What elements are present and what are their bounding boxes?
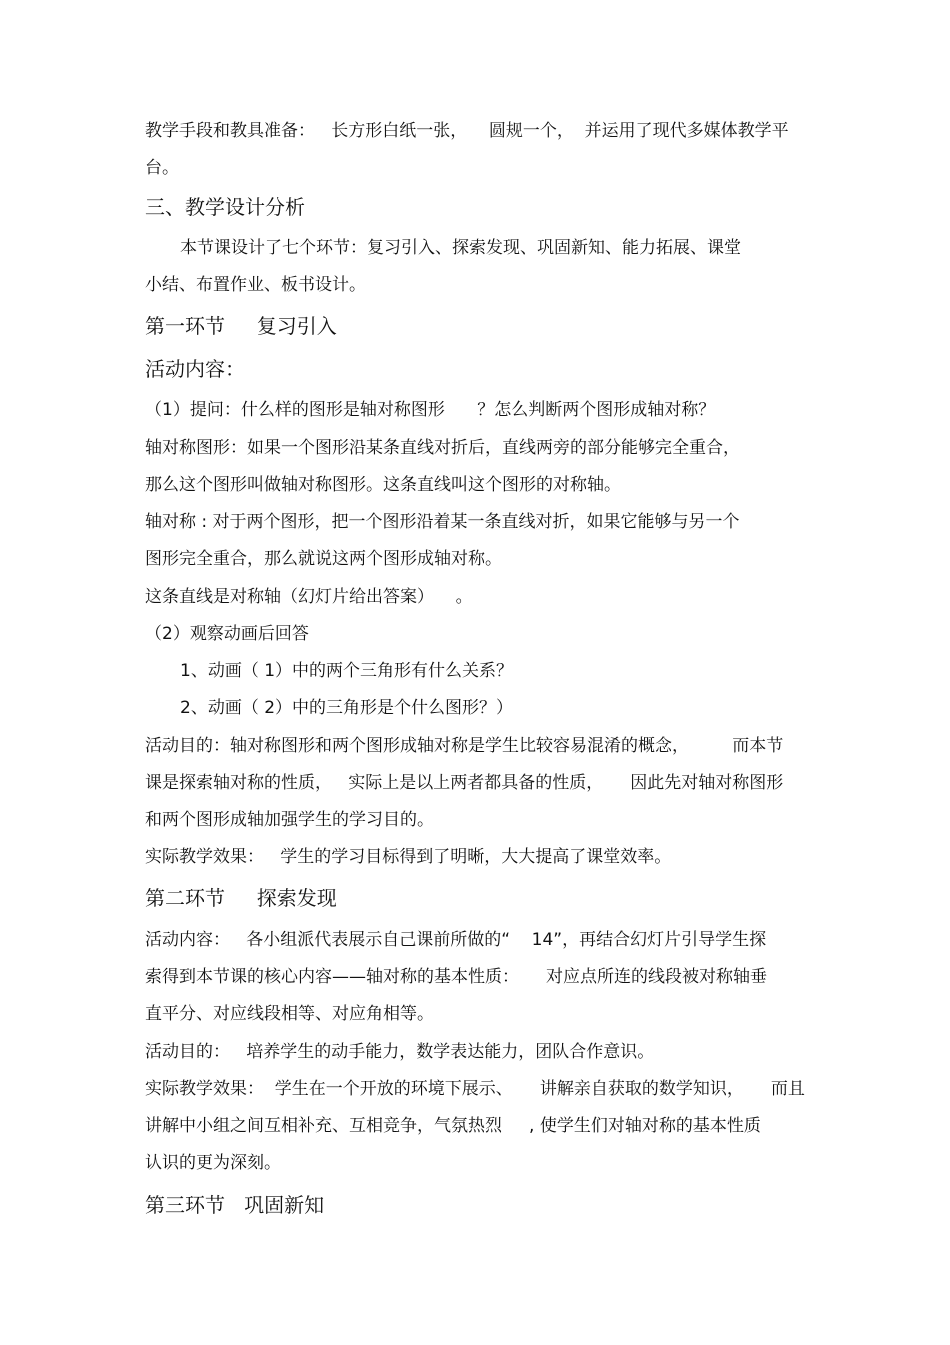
text-line: 直平分、对应线段相等、对应角相等。 [145,1004,434,1024]
text-line: 这条直线是对称轴（幻灯片给出答案） 。 [145,587,473,607]
text-line: 活动目的：轴对称图形和两个图形成轴对称是学生比较容易混淆的概念， 而本节 [145,736,784,756]
text-line: 实际教学效果： 学生在一个开放的环境下展示、 讲解亲自获取的数学知识， 而且 [145,1079,805,1099]
text-line: 认识的更为深刻。 [145,1153,281,1173]
list-item: 1、动画（ 1）中的两个三角形有什么关系？ [180,661,514,681]
text-line: 轴对称图形：如果一个图形沿某条直线对折后，直线两旁的部分能够完全重合， [145,438,740,458]
text-line: 索得到本节课的核心内容——轴对称的基本性质： 对应点所连的线段被对称轴垂 [145,967,768,987]
text-line: 台。 [145,158,179,178]
list-item: 2、动画（ 2）中的三角形是个什么图形？） [180,698,514,718]
text-line: 轴对称 : 对于两个图形，把一个图形沿着某一条直线对折，如果它能够与另一个 [145,512,740,532]
text-line: （1）提问：什么样的图形是轴对称图形 ？怎么判断两个图形成轴对称？ [145,400,716,420]
text-line: 和两个图形成轴加强学生的学习目的。 [145,810,434,830]
text-line: 本节课设计了七个环节：复习引入、探索发现、巩固新知、能力拓展、课堂 [180,238,741,258]
section-heading: 第二环节 探索发现 [145,886,337,910]
section-heading: 第一环节 复习引入 [145,314,337,338]
subheading: 活动内容： [145,357,245,381]
text-line: 图形完全重合，那么就说这两个图形成轴对称。 [145,549,502,569]
text-line: 活动内容： 各小组派代表展示自己课前所做的“ 14”，再结合幻灯片引导学生探 [145,930,767,950]
section-heading: 第三环节 巩固新知 [145,1193,325,1217]
text-line: 实际教学效果： 学生的学习目标得到了明晰，大大提高了课堂效率。 [145,847,672,867]
text-line: 讲解中小组之间互相补充、互相竞争，气氛热烈 , 使学生们对轴对称的基本性质 [145,1116,761,1136]
section-heading: 三、教学设计分析 [145,195,305,219]
text-line: 课是探索轴对称的性质， 实际上是以上两者都具备的性质， 因此先对轴对称图形 [145,773,784,793]
text-line: 教学手段和教具准备： 长方形白纸一张， 圆规一个， 并运用了现代多媒体教学平 [145,121,789,141]
text-line: （2）观察动画后回答 [145,624,309,644]
text-line: 小结、布置作业、板书设计。 [145,275,366,295]
text-line: 活动目的： 培养学生的动手能力，数学表达能力，团队合作意识。 [145,1042,655,1062]
text-line: 那么这个图形叫做轴对称图形。这条直线叫这个图形的对称轴。 [145,475,621,495]
